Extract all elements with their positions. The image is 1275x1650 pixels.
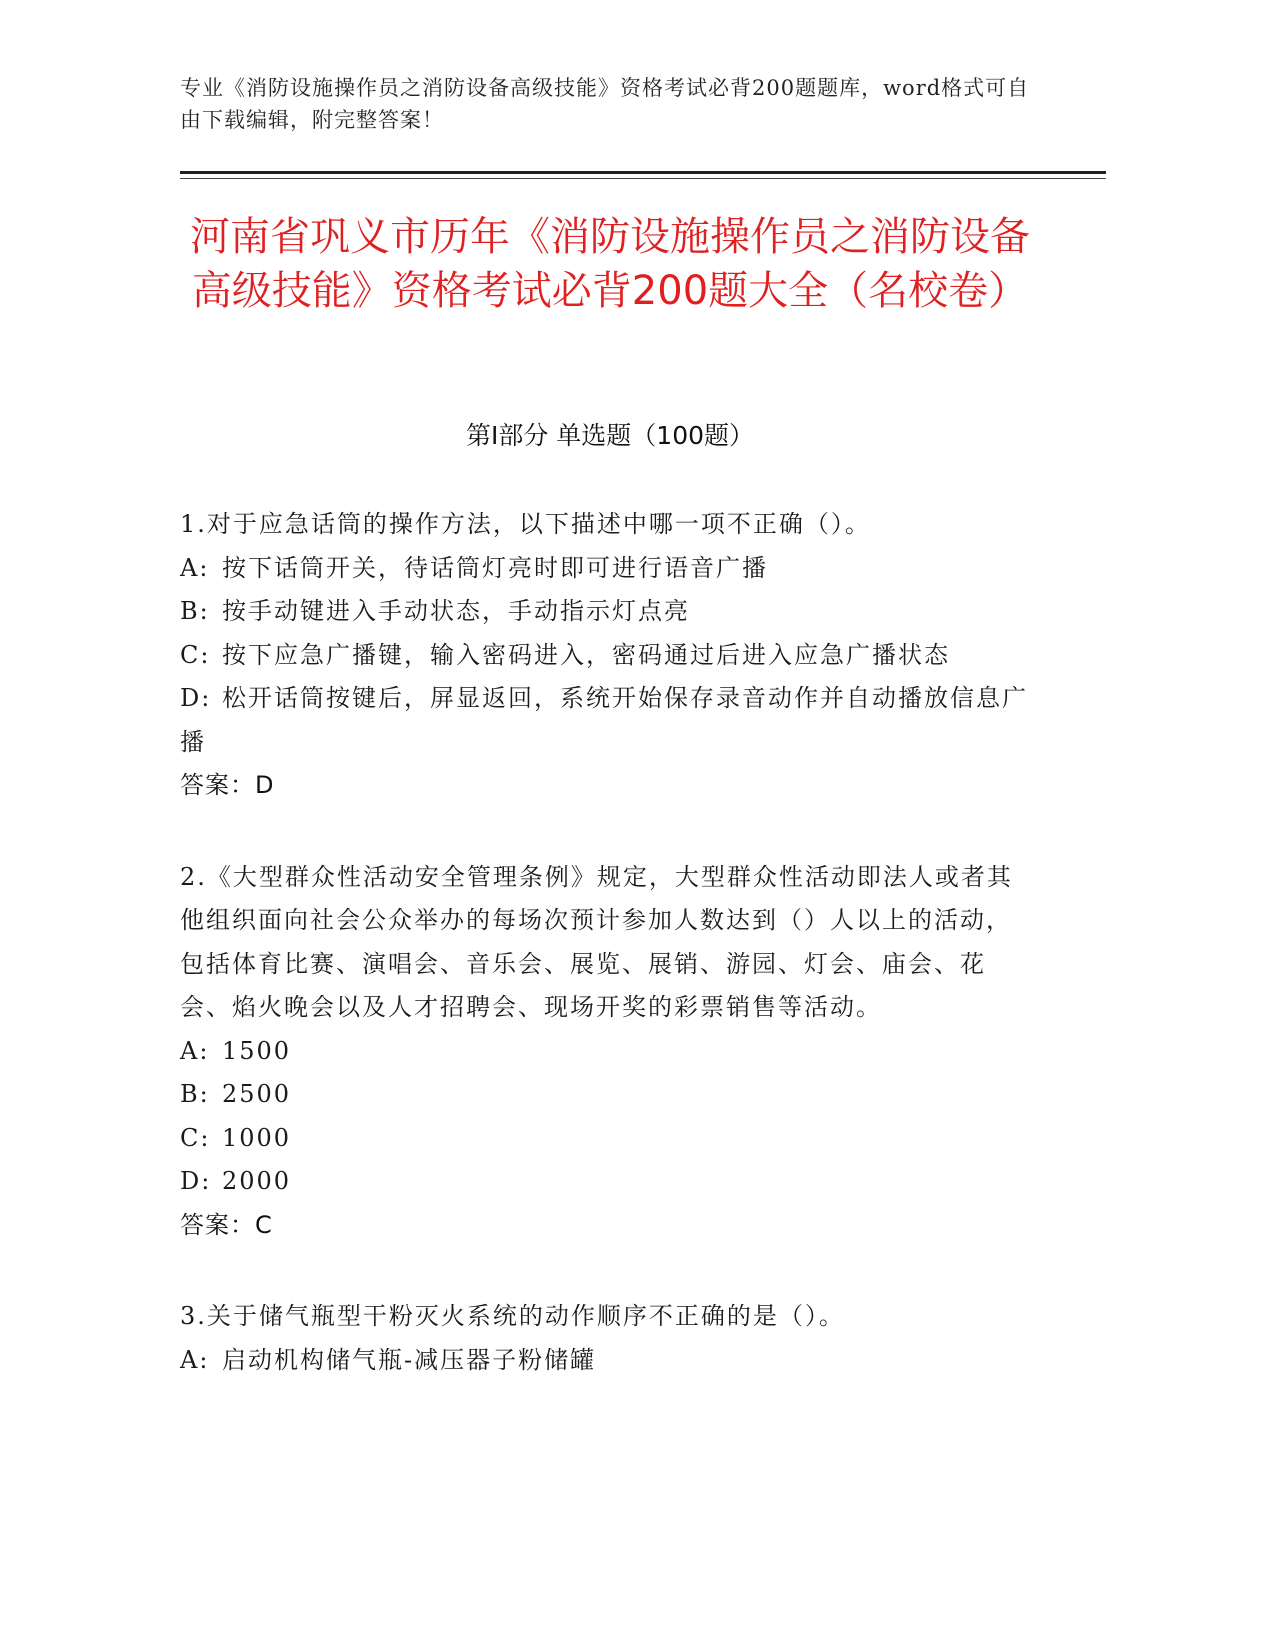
- option-text: 按下应急广播键，输入密码进入，密码通过后进入应急广播状态: [222, 640, 950, 669]
- option-d: [180, 677, 1030, 764]
- option-text: 2500: [222, 1080, 292, 1108]
- option-letter: B:: [180, 597, 210, 625]
- option-c: [180, 634, 1030, 678]
- header-divider-thin: [180, 178, 1106, 179]
- question-3: [180, 1295, 1030, 1382]
- option-b: [180, 590, 1030, 634]
- option-text: 2000: [222, 1167, 292, 1195]
- option-b: [180, 1073, 1030, 1117]
- option-c: [180, 1117, 1030, 1161]
- option-a: [180, 1339, 1030, 1383]
- option-text: 按手动键进入手动状态，手动指示灯点亮: [222, 597, 690, 625]
- answer-line: 答案：C: [180, 1210, 273, 1239]
- question-stem: 2.《大型群众性活动安全管理条例》规定，大型群众性活动即法人或者其他组织面向社会公众举办的每场次预计参加人数达到（）人以上的活动，包括体育比赛、演唱会、音乐会、展览、展销、游园、灯会、庙会、花会、焰火晚会以及人才招聘会、现场开奖的彩票销售等活动。: [180, 862, 1013, 1021]
- option-letter: D:: [180, 1167, 212, 1195]
- option-text: 松开话筒按键后，屏显返回，系统开始保存录音动作并自动播放信息广播: [180, 684, 1028, 756]
- option-letter: A:: [180, 1345, 210, 1374]
- option-text: 按下话筒开关，待话筒灯亮时即可进行语音广播: [222, 553, 768, 582]
- option-letter: A:: [180, 1036, 210, 1065]
- question-stem: 1.对于应急话筒的操作方法，以下描述中哪一项不正确（）。: [180, 510, 871, 538]
- option-text: 启动机构储气瓶-减压器子粉储罐: [222, 1345, 597, 1374]
- question-list: [180, 503, 1030, 1430]
- answer-line: 答案：D: [180, 771, 275, 799]
- option-a: [180, 547, 1030, 591]
- question-1: [180, 503, 1030, 808]
- header-note: 专业《消防设施操作员之消防设备高级技能》资格考试必背200题题库，word格式可自由下载编辑，附完整答案！: [180, 76, 1030, 132]
- option-letter: C:: [180, 640, 211, 669]
- option-letter: B:: [180, 1080, 210, 1108]
- section-title: 第Ⅰ部分 单选题（100题）: [465, 421, 755, 450]
- question-2: [180, 856, 1030, 1248]
- option-text: 1500: [222, 1036, 292, 1065]
- option-d: [180, 1160, 1030, 1204]
- option-text: 1000: [222, 1123, 292, 1152]
- option-letter: A:: [180, 553, 210, 582]
- header-divider-thick: [180, 171, 1106, 174]
- option-letter: C:: [180, 1123, 211, 1152]
- document-title: 河南省巩义市历年《消防设施操作员之消防设备高级技能》资格考试必背200题大全（名校卷）: [190, 214, 1030, 314]
- question-stem: 3.关于储气瓶型干粉灭火系统的动作顺序不正确的是（）。: [180, 1302, 845, 1330]
- option-letter: D:: [180, 684, 212, 712]
- option-a: [180, 1030, 1030, 1074]
